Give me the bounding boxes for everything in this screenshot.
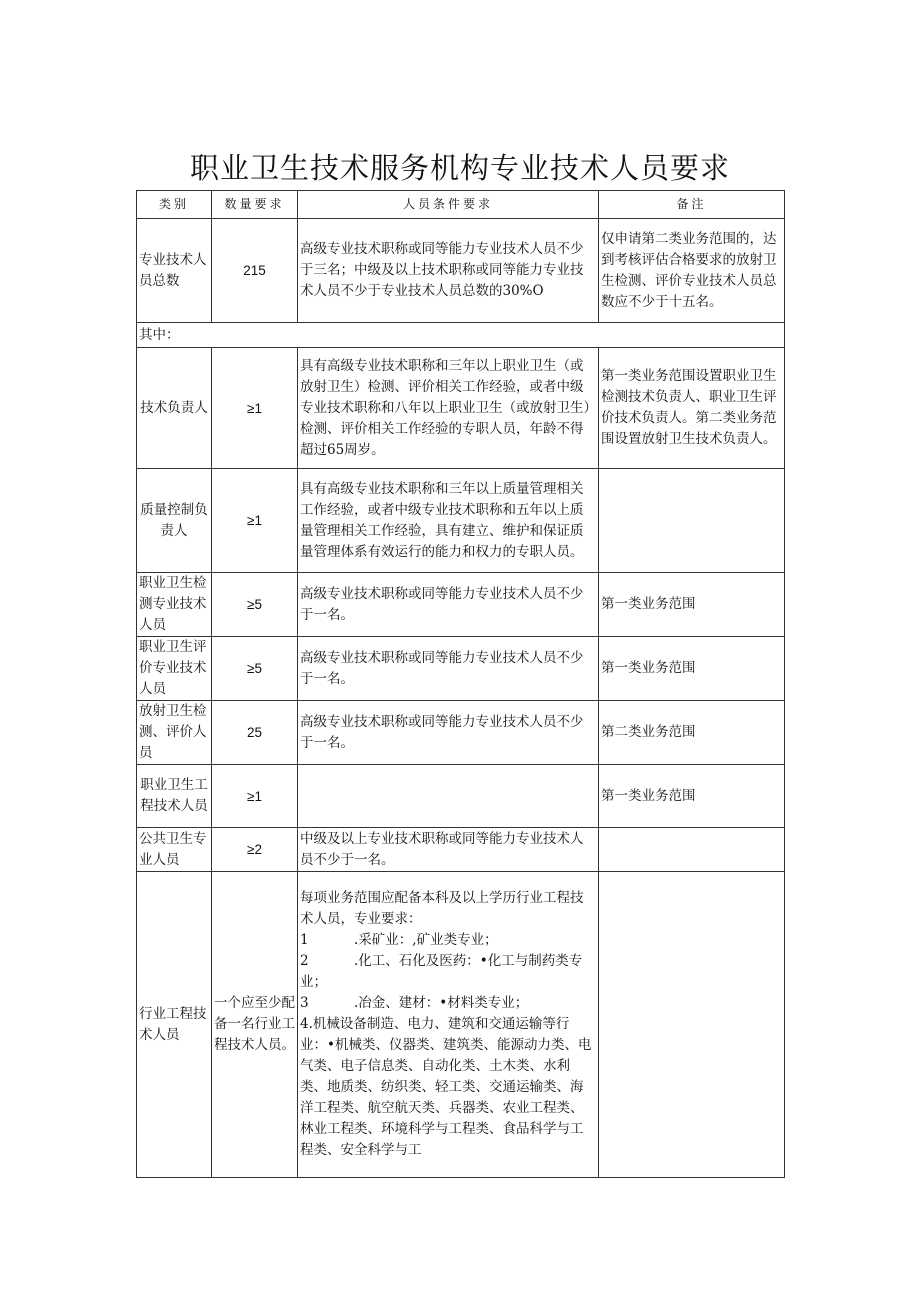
table-row [137, 469, 785, 573]
page-title: 职业卫生技术服务机构专业技术人员要求 [189, 151, 730, 185]
cell-requirement: 高级专业技术职称或同等能力专业技术人员不少于一名。 [298, 573, 599, 637]
subheader-label: 其中： [137, 323, 785, 348]
cell-note [599, 872, 785, 1178]
list-item [300, 993, 596, 1014]
item-text: .冶金、建材：•材料类专业； [354, 995, 529, 1011]
cell-category: 专业技术人员总数 [137, 219, 212, 323]
header-note: 备注 [599, 191, 785, 219]
table-row [137, 828, 785, 872]
cell-requirement: 高级专业技术职称或同等能力专业技术人员不少于一名。 [298, 637, 599, 701]
cell-note: 第一类业务范围 [599, 573, 785, 637]
cell-category: 行业工程技术人员 [137, 872, 212, 1178]
cell-requirement: 中级及以上专业技术职称或同等能力专业技术人员不少于一名。 [298, 828, 599, 872]
item-text: .化工、石化及医药：•化工与制药类专业； [300, 953, 583, 990]
cell-quantity: ≥1 [212, 469, 298, 573]
table-row [137, 573, 785, 637]
table-row-total [137, 219, 785, 323]
table-row [137, 348, 785, 469]
cell-note: 第一类业务范围设置职业卫生检测技术负责人、职业卫生评价技术负责人。第二类业务范围设置放射卫生技术负责人。 [599, 348, 785, 469]
cell-requirement [298, 765, 599, 828]
cell-note [599, 828, 785, 872]
cell-quantity: ≥1 [212, 348, 298, 469]
item-number: 2 [300, 953, 309, 969]
cell-note: 第一类业务范围 [599, 765, 785, 828]
cell-note: 仅申请第二类业务范围的，达到考核评估合格要求的放射卫生检测、评价专业技术人员总数应不少于十五名。 [599, 219, 785, 323]
item-number: 1 [300, 932, 309, 948]
table-row-industry [137, 872, 785, 1178]
item-text: .采矿业：,矿业类专业； [354, 932, 498, 948]
cell-category: 技术负责人 [137, 348, 212, 469]
cell-category: 职业卫生评价专业技术人员 [137, 637, 212, 701]
table-row [137, 765, 785, 828]
cell-note: 第二类业务范围 [599, 701, 785, 765]
cell-category: 质量控制负责人 [137, 469, 212, 573]
cell-quantity: 25 [212, 701, 298, 765]
cell-quantity: ≥2 [212, 828, 298, 872]
table-row [137, 701, 785, 765]
cell-category: 职业卫生检测专业技术人员 [137, 573, 212, 637]
cell-requirement: 具有高级专业技术职称和三年以上职业卫生（或放射卫生）检测、评价相关工作经验，或者中级专业技术职称和八年以上职业卫生（或放射卫生）检测、评价相关工作经验的专职人员，年龄不得超过65周岁。 [298, 348, 599, 469]
industry-item-4: 4.机械设备制造、电力、建筑和交通运输等行业：•机械类、仪器类、建筑类、能源动力类、电气类、电子信息类、自动化类、土木类、水利类、地质类、纺织类、轻工类、交通运输类、海洋工程类、航空航天类、兵器类、农业工程类、林业工程类、环境科学与工程类、食品科学与工程类、安全科学与工 [300, 1016, 592, 1158]
cell-quantity: 一个应至少配备一名行业工程技术人员。 [212, 872, 298, 1178]
cell-requirement: 高级专业技术职称或同等能力专业技术人员不少于一名。 [298, 701, 599, 765]
cell-requirement: 具有高级专业技术职称和三年以上质量管理相关工作经验，或者中级专业技术职称和五年以上质量管理相关工作经验，具有建立、维护和保证质量管理体系有效运行的能力和权力的专职人员。 [298, 469, 599, 573]
cell-note: 第一类业务范围 [599, 637, 785, 701]
requirements-table [136, 190, 785, 1178]
table-header-row [137, 191, 785, 219]
cell-quantity: ≥1 [212, 765, 298, 828]
cell-requirement: 高级专业技术职称或同等能力专业技术人员不少于三名；中级及以上技术职称或同等能力专业技术人员不少于专业技术人员总数的30%O [298, 219, 599, 323]
table-subheader-row [137, 323, 785, 348]
item-number: 3 [300, 995, 309, 1011]
cell-category: 放射卫生检测、评价人员 [137, 701, 212, 765]
header-quantity: 数量要求 [212, 191, 298, 219]
cell-requirement [298, 872, 599, 1178]
cell-category: 公共卫生专业人员 [137, 828, 212, 872]
table-row [137, 637, 785, 701]
industry-intro: 每项业务范围应配备本科及以上学历行业工程技术人员，专业要求： [300, 890, 584, 927]
header-requirement: 人员条件要求 [298, 191, 599, 219]
cell-quantity: ≥5 [212, 637, 298, 701]
list-item [300, 951, 596, 993]
header-category: 类别 [137, 191, 212, 219]
cell-note [599, 469, 785, 573]
cell-quantity: 215 [212, 219, 298, 323]
cell-category: 职业卫生工程技术人员 [137, 765, 212, 828]
cell-quantity: ≥5 [212, 573, 298, 637]
list-item [300, 930, 596, 951]
